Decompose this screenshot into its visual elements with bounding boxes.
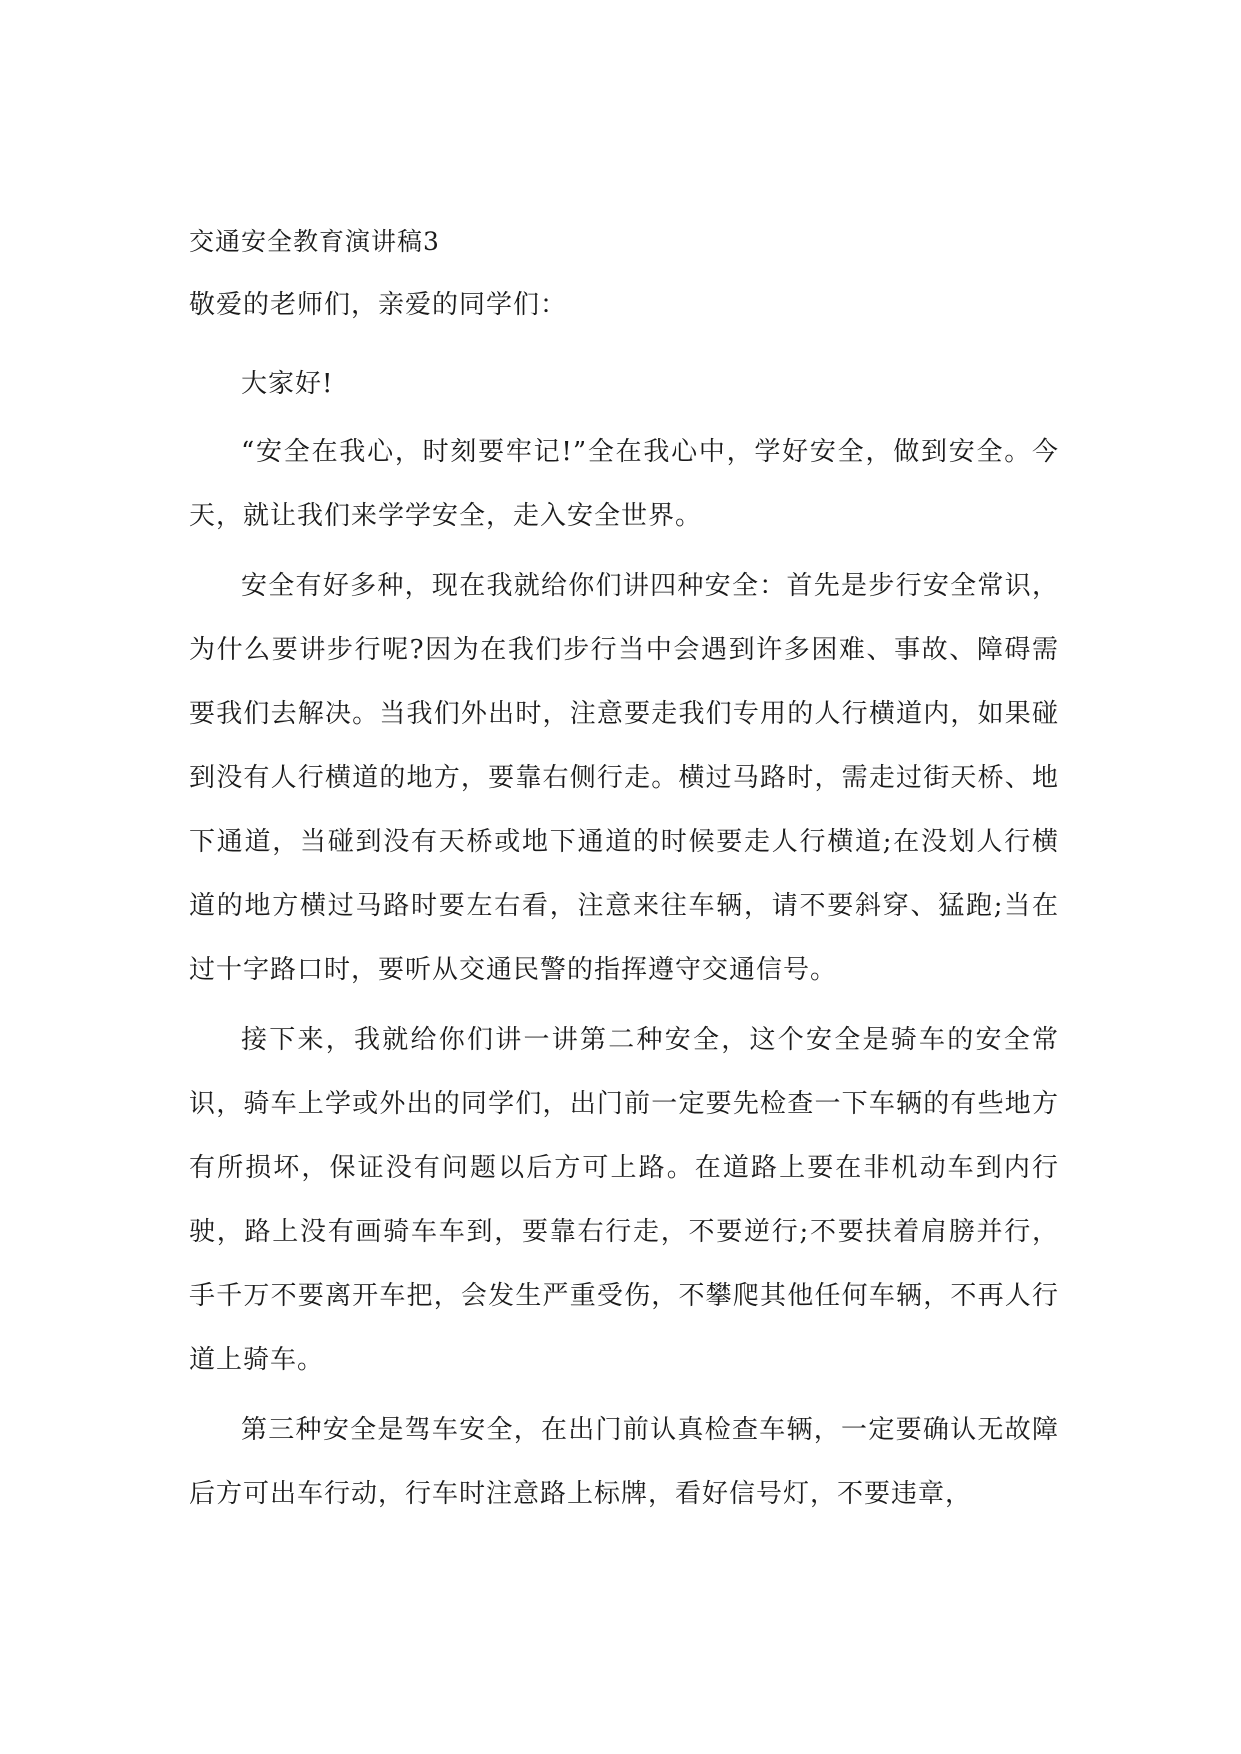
- paragraph-cycling-safety: 接下来，我就给你们讲一讲第二种安全，这个安全是骑车的安全常识，骑车上学或外出的同学们，出门前一定要先检查一下车辆的有些地方有所损坏，保证没有问题以后方可上路。在道路上要在非机动车到内行驶，路上没有画骑车车到，要靠右行走，不要逆行;不要扶着肩膀并行，手千万不要离开车把，会发生严重受伤，不攀爬其他任何车辆，不再人行道上骑车。: [189, 1025, 1059, 1375]
- paragraph-intro: “安全在我心，时刻要牢记!”全在我心中，学好安全，做到安全。今天，就让我们来学学安全，走入安全世界。: [189, 437, 1059, 531]
- paragraph-driving-safety: 第三种安全是驾车安全，在出门前认真检查车辆，一定要确认无故障后方可出车行动，行车时注意路上标牌，看好信号灯，不要违章，: [189, 1415, 1059, 1509]
- salutation: 敬爱的老师们，亲爱的同学们：: [189, 290, 568, 320]
- document-title: 交通安全教育演讲稿3: [189, 227, 440, 256]
- paragraph-greeting: 大家好!: [241, 369, 334, 399]
- paragraph-walking-safety: 安全有好多种，现在我就给你们讲四种安全：首先是步行安全常识，为什么要讲步行呢?因为在我们步行当中会遇到许多困难、事故、障碍需要我们去解决。当我们外出时，注意要走我们专用的人行横道内，如果碰到没有人行横道的地方，要靠右侧行走。横过马路时，需走过街天桥、地下通道，当碰到没有天桥或地下通道的时候要走人行横道;在没划人行横道的地方横过马路时要左右看，注意来往车辆，请不要斜穿、猛跑;当在过十字路口时，要听从交通民警的指挥遵守交通信号。: [189, 571, 1059, 985]
- document-body: [189, 225, 1059, 1532]
